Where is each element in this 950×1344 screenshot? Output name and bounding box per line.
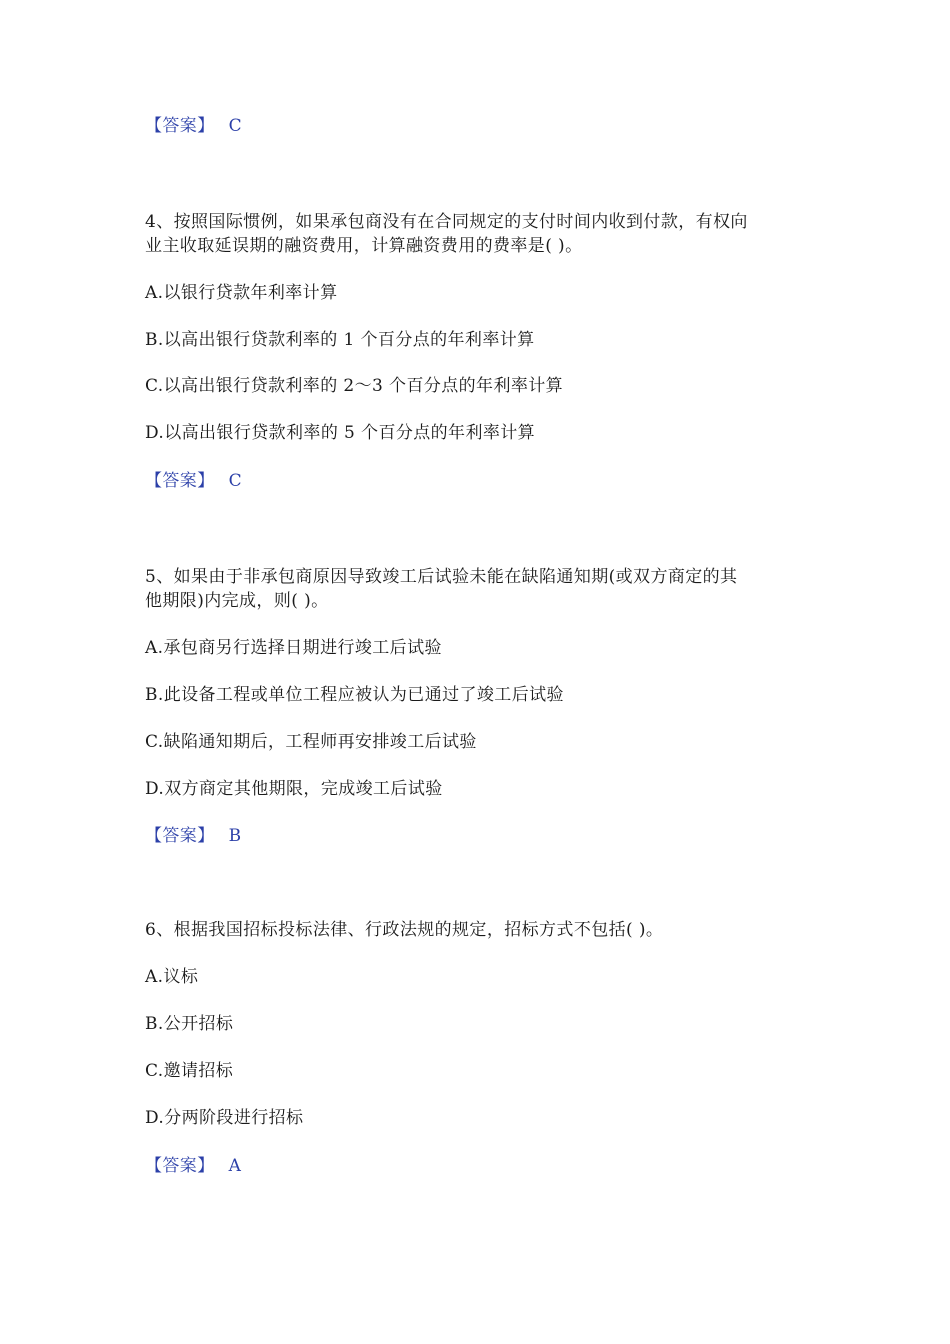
question-4-text-line2: 业主收取延误期的融资费用，计算融资费用的费率是( )。 (145, 236, 583, 256)
answer-value: B (228, 826, 242, 846)
question-5-option-b: B.此设备工程或单位工程应被认为已通过了竣工后试验 (145, 685, 564, 705)
question-5-option-a: A.承包商另行选择日期进行竣工后试验 (145, 638, 442, 658)
question-4-option-d: D.以高出银行贷款利率的 5 个百分点的年利率计算 (145, 423, 536, 443)
question-5-text-line2: 他期限)内完成，则( )。 (145, 591, 329, 611)
question-6-text-line1: 6、根据我国招标投标法律、行政法规的规定，招标方式不包括( )。 (145, 920, 664, 940)
answer-line-q5 (145, 824, 242, 848)
question-6-option-a: A.议标 (145, 967, 199, 987)
answer-value: A (228, 1156, 242, 1176)
question-4-option-b: B.以高出银行贷款利率的 1 个百分点的年利率计算 (145, 330, 535, 350)
question-5-option-c: C.缺陷通知期后，工程师再安排竣工后试验 (145, 732, 477, 752)
answer-line-q6 (145, 1154, 241, 1178)
question-5-text-line1: 5、如果由于非承包商原因导致竣工后试验未能在缺陷通知期(或双方商定的其 (145, 567, 738, 587)
answer-tag: 【答案】 (145, 826, 215, 846)
answer-tag: 【答案】 (145, 1156, 215, 1176)
question-6-option-b: B.公开招标 (145, 1014, 234, 1034)
answer-value: C (228, 471, 243, 491)
answer-tag: 【答案】 (145, 116, 215, 136)
question-4-text-line1: 4、按照国际惯例，如果承包商没有在合同规定的支付时间内收到付款，有权向 (145, 212, 748, 232)
answer-tag: 【答案】 (145, 471, 215, 491)
answer-line-q4 (145, 469, 242, 493)
answer-value: C (228, 116, 243, 136)
question-4-option-c: C.以高出银行贷款利率的 2～3 个百分点的年利率计算 (145, 376, 564, 396)
question-5-option-d: D.双方商定其他期限，完成竣工后试验 (145, 779, 443, 799)
answer-line-q3 (145, 114, 242, 138)
question-4-option-a: A.以银行贷款年利率计算 (145, 283, 338, 303)
question-6-option-d: D.分两阶段进行招标 (145, 1108, 304, 1128)
question-6-option-c: C.邀请招标 (145, 1061, 234, 1081)
